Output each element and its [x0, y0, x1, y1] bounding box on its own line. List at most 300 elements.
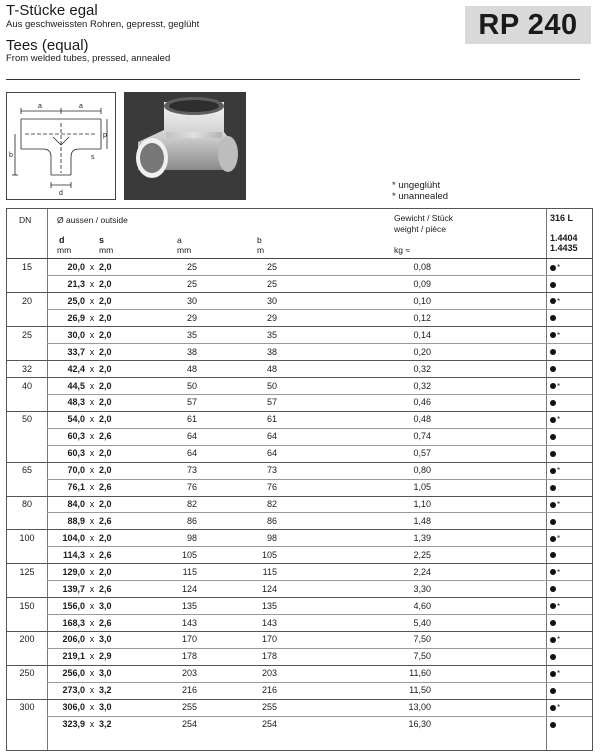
- d-value: 48,3: [67, 397, 85, 408]
- times-sign: x: [89, 532, 95, 543]
- availability-marker: [550, 668, 576, 679]
- weight-value: 0,10: [413, 295, 431, 306]
- b-value: 98: [266, 532, 277, 543]
- availability-marker: [550, 313, 576, 324]
- title-german: T-Stücke egal: [6, 2, 98, 19]
- times-sign: x: [89, 295, 95, 306]
- a-value: 255: [181, 702, 197, 713]
- d-value: 168,3: [62, 617, 85, 628]
- weight-value: 0,46: [413, 397, 431, 408]
- row-divider: [47, 394, 592, 395]
- times-sign: x: [89, 346, 95, 357]
- b-value: 64: [266, 431, 277, 442]
- weight-value: 11,50: [409, 685, 431, 696]
- table-row: [7, 496, 592, 513]
- dn-value: 50: [21, 414, 32, 425]
- times-sign: x: [89, 448, 95, 459]
- times-sign: x: [89, 329, 95, 340]
- times-sign: x: [89, 465, 95, 476]
- d-value: 206,0: [62, 634, 85, 645]
- availability-marker: [550, 448, 576, 459]
- availability-dot-icon: [550, 569, 556, 575]
- weight-value: 1,05: [413, 482, 431, 493]
- header-a: a: [177, 235, 182, 245]
- table-row: [7, 513, 592, 530]
- b-value: 178: [261, 651, 277, 662]
- a-value: 98: [186, 532, 197, 543]
- weight-value: 11,60: [409, 668, 431, 679]
- d-value: 76,1: [67, 482, 85, 493]
- header-weight-unit: kg ≈: [394, 245, 411, 255]
- b-value: 64: [266, 448, 277, 459]
- group-divider: [7, 563, 592, 564]
- times-sign: x: [89, 262, 95, 272]
- availability-marker: [550, 262, 576, 273]
- row-divider: [47, 682, 592, 683]
- dimension-table: [6, 208, 593, 751]
- a-value: 105: [181, 549, 197, 560]
- unannealed-star: *: [557, 567, 561, 577]
- dn-value: 200: [19, 634, 35, 645]
- availability-marker: [550, 533, 576, 544]
- a-value: 25: [186, 262, 197, 272]
- s-value: 2,0: [99, 499, 112, 510]
- b-value: 82: [266, 499, 277, 510]
- table-row: [7, 411, 592, 428]
- availability-marker: [550, 482, 576, 493]
- times-sign: x: [89, 431, 95, 442]
- table-row: [7, 327, 592, 344]
- b-value: 86: [266, 515, 277, 526]
- s-value: 3,0: [99, 634, 112, 645]
- dim-a-left: a: [38, 103, 42, 110]
- s-value: 2,0: [99, 295, 112, 306]
- unannealed-star: *: [557, 263, 561, 272]
- row-divider: [47, 479, 592, 480]
- b-value: 25: [266, 262, 277, 272]
- availability-marker: [550, 516, 576, 527]
- s-value: 2,6: [99, 583, 112, 594]
- b-value: 61: [266, 414, 277, 425]
- availability-marker: [550, 601, 576, 612]
- d-value: 21,3: [67, 278, 85, 289]
- group-divider: [7, 326, 592, 327]
- weight-value: 7,50: [413, 651, 431, 662]
- tee-dimension-drawing: [7, 93, 115, 199]
- weight-value: 1,39: [413, 532, 431, 543]
- availability-marker: [550, 465, 576, 476]
- header-weight-de: Gewicht / Stück: [394, 213, 454, 223]
- availability-dot-icon: [550, 586, 556, 592]
- b-value: 25: [266, 278, 277, 289]
- b-value: 57: [266, 397, 277, 408]
- d-value: 54,0: [67, 414, 85, 425]
- row-divider: [47, 546, 592, 547]
- s-value: 2,6: [99, 515, 112, 526]
- d-value: 20,0: [67, 262, 85, 272]
- dn-value: 65: [21, 465, 32, 476]
- unannealed-star: *: [557, 669, 561, 679]
- header-b-unit: m: [257, 245, 265, 255]
- table-row: [7, 344, 592, 361]
- times-sign: x: [89, 651, 95, 662]
- availability-dot-icon: [550, 468, 556, 474]
- weight-value: 0,08: [413, 262, 431, 272]
- times-sign: x: [89, 414, 95, 425]
- d-value: 88,9: [67, 515, 85, 526]
- table-row: [7, 428, 592, 445]
- availability-dot-icon: [550, 519, 556, 525]
- s-value: 3,0: [99, 600, 112, 611]
- availability-dot-icon: [550, 298, 556, 304]
- group-divider: [7, 597, 592, 598]
- unannealed-star: *: [557, 703, 561, 713]
- weight-value: 0,32: [413, 380, 431, 391]
- a-value: 203: [181, 668, 197, 679]
- weight-value: 0,57: [413, 448, 431, 459]
- a-value: 143: [181, 617, 197, 628]
- availability-dot-icon: [550, 536, 556, 542]
- d-value: 256,0: [62, 668, 85, 679]
- a-value: 73: [186, 465, 197, 476]
- availability-marker: [550, 702, 576, 713]
- header-dn: DN: [19, 215, 32, 225]
- table-row: [7, 648, 592, 665]
- s-value: 2,0: [99, 312, 112, 323]
- table-row: [7, 631, 592, 648]
- availability-marker: [550, 584, 576, 595]
- a-value: 216: [181, 685, 197, 696]
- availability-dot-icon: [550, 637, 556, 643]
- a-value: 170: [181, 634, 197, 645]
- d-value: 33,7: [67, 346, 85, 357]
- s-value: 2,0: [99, 329, 112, 340]
- table-row: [7, 530, 592, 547]
- d-value: 104,0: [62, 532, 85, 543]
- weight-value: 13,00: [408, 702, 431, 713]
- d-value: 323,9: [62, 719, 85, 730]
- group-divider: [7, 529, 592, 530]
- s-value: 2,9: [99, 651, 112, 662]
- d-value: 30,0: [67, 329, 85, 340]
- availability-marker: [550, 719, 576, 730]
- a-value: 254: [181, 719, 197, 730]
- s-value: 3,0: [99, 702, 112, 713]
- unannealed-star: *: [557, 500, 561, 510]
- b-value: 143: [261, 617, 277, 628]
- d-value: 156,0: [62, 600, 85, 611]
- subtitle-english: From welded tubes, pressed, annealed: [6, 53, 171, 64]
- header-weight-en: weight / pièce: [394, 224, 446, 234]
- s-value: 3,0: [99, 668, 112, 679]
- s-value: 2,0: [99, 278, 112, 289]
- dn-value: 150: [19, 600, 35, 611]
- times-sign: x: [89, 482, 95, 493]
- a-value: 29: [186, 312, 197, 323]
- row-divider: [47, 428, 592, 429]
- b-value: 124: [261, 583, 277, 594]
- group-divider: [7, 411, 592, 412]
- weight-value: 16,30: [408, 719, 431, 730]
- dim-a-right: a: [79, 103, 83, 110]
- a-value: 135: [181, 600, 197, 611]
- d-value: 273,0: [62, 685, 85, 696]
- table-row: [7, 547, 592, 564]
- dn-value: 80: [21, 499, 32, 510]
- header-divider: [6, 79, 580, 80]
- group-divider: [7, 665, 592, 666]
- group-divider: [7, 360, 592, 361]
- times-sign: x: [89, 363, 95, 374]
- availability-dot-icon: [550, 349, 556, 355]
- unannealed-star: *: [557, 296, 561, 306]
- table-row: [7, 462, 592, 479]
- d-value: 70,0: [67, 465, 85, 476]
- tee-product-photo: [124, 92, 246, 200]
- header-s-unit: mm: [99, 245, 114, 255]
- times-sign: x: [89, 278, 95, 289]
- b-value: 254: [261, 719, 277, 730]
- times-sign: x: [89, 668, 95, 679]
- b-value: 35: [266, 329, 277, 340]
- b-value: 73: [266, 465, 277, 476]
- header-s: s: [99, 235, 105, 245]
- b-value: 216: [261, 685, 277, 696]
- s-value: 2,6: [99, 482, 112, 493]
- unannealed-star: *: [557, 415, 561, 425]
- b-value: 170: [261, 634, 277, 645]
- table-row: [7, 581, 592, 598]
- s-value: 2,0: [99, 465, 112, 476]
- dn-value: 25: [21, 329, 32, 340]
- table-row: [7, 293, 592, 310]
- table-row: [7, 378, 592, 395]
- header-d-unit: mm: [57, 245, 72, 255]
- a-value: 82: [186, 499, 197, 510]
- dn-value: 15: [21, 262, 32, 272]
- a-value: 124: [181, 583, 197, 594]
- header-outside: Ø aussen / outside: [57, 215, 128, 225]
- s-value: 3,2: [99, 719, 112, 730]
- weight-value: 3,30: [413, 583, 431, 594]
- availability-marker: [550, 567, 576, 578]
- s-value: 2,0: [99, 448, 112, 459]
- b-value: 38: [266, 346, 277, 357]
- d-value: 60,3: [67, 448, 85, 459]
- row-divider: [47, 275, 592, 276]
- availability-dot-icon: [550, 688, 556, 694]
- availability-dot-icon: [550, 383, 556, 389]
- availability-dot-icon: [550, 722, 556, 728]
- times-sign: x: [89, 685, 95, 696]
- b-value: 50: [266, 380, 277, 391]
- a-value: 57: [186, 397, 197, 408]
- row-divider: [47, 512, 592, 513]
- availability-marker: [550, 330, 576, 341]
- times-sign: x: [89, 600, 95, 611]
- technical-drawing: [6, 92, 116, 200]
- s-value: 2,0: [99, 414, 112, 425]
- header-a-unit: mm: [177, 245, 192, 255]
- dn-value: 300: [19, 702, 35, 713]
- unannealed-star: *: [557, 601, 561, 611]
- table-row: [7, 479, 592, 496]
- dim-s: s: [91, 154, 95, 161]
- times-sign: x: [89, 617, 95, 628]
- s-value: 2,0: [99, 397, 112, 408]
- group-divider: [7, 462, 592, 463]
- s-value: 2,0: [99, 380, 112, 391]
- availability-marker: [550, 364, 576, 375]
- availability-marker: [550, 431, 576, 442]
- unannealed-star: *: [557, 466, 561, 476]
- table-row: [7, 716, 592, 733]
- row-divider: [47, 648, 592, 649]
- d-value: 306,0: [62, 702, 85, 713]
- availability-dot-icon: [550, 552, 556, 558]
- availability-marker: [550, 397, 576, 408]
- a-value: 115: [182, 566, 197, 577]
- availability-dot-icon: [550, 502, 556, 508]
- table-row: [7, 310, 592, 327]
- times-sign: x: [89, 397, 95, 408]
- weight-value: 0,74: [413, 431, 431, 442]
- group-divider: [7, 377, 592, 378]
- subtitle-german: Aus geschweissten Rohren, gepresst, geglüht: [6, 19, 200, 30]
- d-value: 219,1: [62, 651, 85, 662]
- dn-value: 125: [19, 566, 35, 577]
- times-sign: x: [89, 719, 95, 730]
- availability-dot-icon: [550, 265, 556, 271]
- a-value: 76: [186, 482, 197, 493]
- s-value: 2,0: [99, 532, 112, 543]
- unannealed-star: *: [557, 330, 561, 340]
- availability-marker: [550, 685, 576, 696]
- weight-value: 0,09: [413, 278, 431, 289]
- a-value: 61: [186, 414, 197, 425]
- s-value: 2,6: [99, 549, 112, 560]
- availability-marker: [550, 618, 576, 629]
- a-value: 38: [186, 346, 197, 357]
- weight-value: 0,20: [413, 346, 431, 357]
- availability-dot-icon: [550, 705, 556, 711]
- d-value: 139,7: [62, 583, 85, 594]
- s-value: 2,6: [99, 431, 112, 442]
- d-value: 60,3: [67, 431, 85, 442]
- a-value: 86: [186, 515, 197, 526]
- table-row: [7, 665, 592, 682]
- table-row: [7, 598, 592, 615]
- availability-dot-icon: [550, 451, 556, 457]
- b-value: 105: [261, 549, 277, 560]
- group-divider: [7, 496, 592, 497]
- availability-marker: [550, 279, 576, 290]
- header-mat-no2: 1.4435: [550, 243, 578, 253]
- table-row: [7, 259, 592, 276]
- availability-marker: [550, 634, 576, 645]
- header-d: d: [59, 235, 65, 245]
- availability-dot-icon: [550, 671, 556, 677]
- row-divider: [47, 614, 592, 615]
- weight-value: 7,50: [413, 634, 431, 645]
- table-row: [7, 276, 592, 293]
- weight-value: 1,48: [413, 515, 431, 526]
- legend-unannealed-en: * unannealed: [392, 191, 449, 202]
- a-value: 50: [186, 380, 197, 391]
- table-row: [7, 394, 592, 411]
- title-english: Tees (equal): [6, 37, 89, 54]
- legend-unannealed-de: * ungeglüht: [392, 180, 441, 191]
- availability-dot-icon: [550, 654, 556, 660]
- availability-dot-icon: [550, 603, 556, 609]
- times-sign: x: [89, 566, 95, 577]
- times-sign: x: [89, 549, 95, 560]
- weight-value: 2,25: [413, 549, 431, 560]
- availability-marker: [550, 499, 576, 510]
- dn-value: 32: [21, 363, 32, 374]
- dim-d: d: [59, 190, 63, 197]
- d-value: 26,9: [67, 312, 85, 323]
- table-row: [7, 361, 592, 378]
- weight-value: 0,48: [413, 414, 431, 425]
- s-value: 3,2: [99, 685, 112, 696]
- availability-dot-icon: [550, 620, 556, 626]
- weight-value: 0,12: [413, 312, 431, 323]
- b-value: 29: [266, 312, 277, 323]
- dim-p: p: [103, 132, 107, 139]
- row-divider: [47, 343, 592, 344]
- times-sign: x: [89, 312, 95, 323]
- d-value: 84,0: [67, 499, 85, 510]
- b-value: 115: [262, 566, 277, 577]
- b-value: 135: [261, 600, 277, 611]
- row-divider: [47, 445, 592, 446]
- dim-b: b: [9, 152, 13, 159]
- a-value: 35: [186, 329, 197, 340]
- availability-dot-icon: [550, 366, 556, 372]
- availability-dot-icon: [550, 332, 556, 338]
- weight-value: 0,80: [413, 465, 431, 476]
- d-value: 44,5: [67, 380, 85, 391]
- availability-dot-icon: [550, 282, 556, 288]
- a-value: 178: [181, 651, 197, 662]
- weight-value: 5,40: [413, 617, 431, 628]
- group-divider: [7, 699, 592, 700]
- dn-value: 100: [19, 532, 35, 543]
- availability-marker: [550, 381, 576, 392]
- dn-value: 40: [21, 380, 32, 391]
- b-value: 48: [266, 363, 277, 374]
- a-value: 48: [186, 363, 197, 374]
- d-value: 129,0: [62, 566, 85, 577]
- unannealed-star: *: [557, 533, 561, 543]
- header-mat-no1: 1.4404: [550, 233, 578, 243]
- times-sign: x: [89, 702, 95, 713]
- times-sign: x: [89, 583, 95, 594]
- dn-value: 250: [19, 668, 35, 679]
- row-divider: [47, 580, 592, 581]
- s-value: 2,6: [99, 617, 112, 628]
- group-divider: [7, 292, 592, 293]
- table-row: [7, 564, 592, 581]
- table-row: [7, 615, 592, 632]
- d-value: 25,0: [67, 295, 85, 306]
- availability-dot-icon: [550, 400, 556, 406]
- row-divider: [47, 716, 592, 717]
- times-sign: x: [89, 515, 95, 526]
- availability-marker: [550, 347, 576, 358]
- availability-dot-icon: [550, 315, 556, 321]
